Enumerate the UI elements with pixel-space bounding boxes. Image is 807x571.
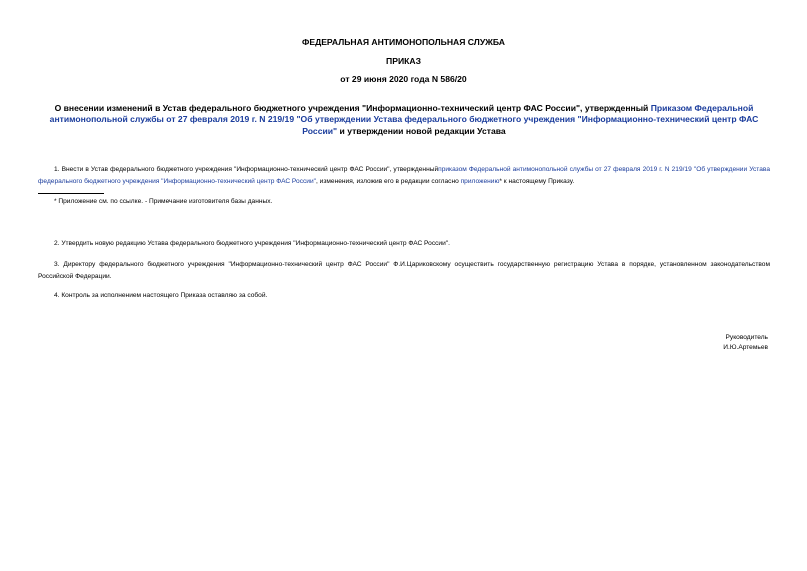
- paragraph-1-text-start: 1. Внести в Устав федерального бюджетного учреждения "Информационно-технический центр ФАС России", утвержденный: [54, 166, 439, 173]
- title-text-end: и утверждении новой редакции Устава: [337, 125, 506, 136]
- order-reference-link[interactable]: приказом Федеральной антимонопольной службы от 27 февраля 2019 г. N 219/19 "Об утверждении Устава федерального бюджетного учреждения "Информационно-технический центр ФАС России": [38, 166, 770, 185]
- paragraph-1: [38, 164, 770, 187]
- agency-name: ФЕДЕРАЛЬНАЯ АНТИМОНОПОЛЬНАЯ СЛУЖБА: [302, 37, 505, 47]
- document-type: ПРИКАЗ: [386, 56, 421, 66]
- signatory-position: Руководитель: [725, 334, 768, 341]
- document-date-number: от 29 июня 2020 года N 586/20: [340, 74, 467, 84]
- paragraph-4: 4. Контроль за исполнением настоящего Приказа оставляю за собой.: [54, 292, 268, 299]
- title-text-start: О внесении изменений в Устав федерального бюджетного учреждения "Информационно-технический центр ФАС России", утвержденный: [54, 103, 651, 113]
- title-order-link[interactable]: Приказом Федеральной антимонопольной службы от 27 февраля 2019 г. N 219/19 "Об утверждении Устава федерального бюджетного учреждения "Информационно-технический центр ФАС России": [49, 103, 759, 136]
- paragraph-3: 3. Директору федерального бюджетного учреждения "Информационно-технический центр ФАС России" Ф.И.Цариковскому осуществить государственную регистрацию Устава в порядке, установленном законодательством Российской Федерации.: [38, 261, 770, 280]
- footnote: * Приложение см. по ссылке. - Примечание изготовителя базы данных.: [54, 198, 273, 205]
- paragraph-1-text-middle: , изменения, изложив его в редакции согласно: [316, 177, 461, 185]
- appendix-link[interactable]: приложению: [460, 177, 500, 185]
- signatory-name: И.Ю.Артемьев: [723, 344, 768, 351]
- footnote-divider: [38, 193, 104, 194]
- paragraph-1-text-end: * к настоящему Приказу.: [499, 177, 575, 185]
- paragraph-2: 2. Утвердить новую редакцию Устава федерального бюджетного учреждения "Информационно-технический центр ФАС России".: [54, 240, 450, 247]
- document-title: [38, 103, 770, 137]
